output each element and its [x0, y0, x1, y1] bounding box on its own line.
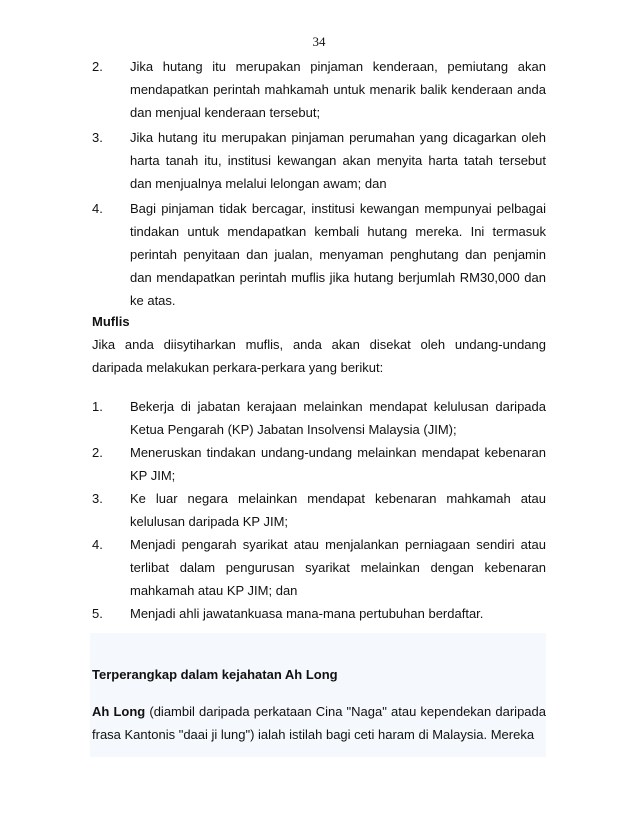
section-ahlong — [92, 663, 546, 746]
list-number: 3. — [92, 130, 103, 145]
list-text: Meneruskan tindakan undang-undang melainkan mendapat kebenaran KP JIM; — [130, 445, 546, 483]
section-heading: Muflis — [92, 314, 130, 329]
list-text: Ke luar negara melainkan mendapat kebenaran mahkamah atau kelulusan daripada KP JIM; — [130, 491, 546, 529]
section-intro: Jika anda diisytiharkan muflis, anda akan disekat oleh undang-undang daripada melakukan perkara-perkara yang berikut: — [92, 337, 546, 375]
section-paragraph — [92, 700, 546, 746]
list-item — [92, 55, 546, 124]
list-item — [92, 441, 546, 487]
list-number: 3. — [92, 491, 103, 506]
list-text: Jika hutang itu merupakan pinjaman perumahan yang dicagarkan oleh harta tanah itu, institusi kewangan akan menyita harta tatah tersebut dan menjualnya melalui lelongan awam; dan — [130, 130, 546, 191]
list-b — [92, 395, 546, 625]
list-a — [92, 55, 546, 312]
paragraph-text: (diambil daripada perkataan Cina "Naga" atau kependekan daripada frasa Kantonis "daai ji lung") ialah istilah bagi ceti haram di Malaysia. Mereka — [92, 704, 546, 742]
list-number: 2. — [92, 59, 103, 74]
list-number: 2. — [92, 445, 103, 460]
list-text: Menjadi pengarah syarikat atau menjalankan perniagaan sendiri atau terlibat dalam pengurusan syarikat melainkan dengan kebenaran mahkamah atau KP JIM; dan — [130, 537, 546, 598]
list-item — [92, 602, 546, 625]
list-number: 5. — [92, 606, 103, 621]
term-ah-long: Ah Long — [92, 704, 146, 719]
list-text: Bagi pinjaman tidak bercagar, institusi kewangan mempunyai pelbagai tindakan untuk mendapatkan kembali hutang mereka. Ini termasuk perintah penyitaan dan jualan, menyaman penghutang dan penjamin dan mendapatkan perintah muflis jika hutang berjumlah RM30,000 dan ke atas. — [130, 201, 546, 308]
list-item — [92, 126, 546, 195]
list-number: 4. — [92, 537, 103, 552]
list-text: Menjadi ahli jawatankuasa mana-mana pertubuhan berdaftar. — [130, 606, 484, 621]
list-text: Bekerja di jabatan kerajaan melainkan mendapat kelulusan daripada Ketua Pengarah (KP) Jabatan Insolvensi Malaysia (JIM); — [130, 399, 546, 437]
list-item — [92, 197, 546, 312]
list-item — [92, 487, 546, 533]
list-item — [92, 395, 546, 441]
page-number: 34 — [312, 34, 326, 49]
section-muflis — [92, 310, 546, 379]
list-item — [92, 533, 546, 602]
list-text: Jika hutang itu merupakan pinjaman kenderaan, pemiutang akan mendapatkan perintah mahkamah untuk menarik balik kenderaan anda dan menjual kenderaan tersebut; — [130, 59, 546, 120]
list-number: 4. — [92, 201, 103, 216]
list-number: 1. — [92, 399, 103, 414]
section-heading: Terperangkap dalam kejahatan Ah Long — [92, 667, 338, 682]
